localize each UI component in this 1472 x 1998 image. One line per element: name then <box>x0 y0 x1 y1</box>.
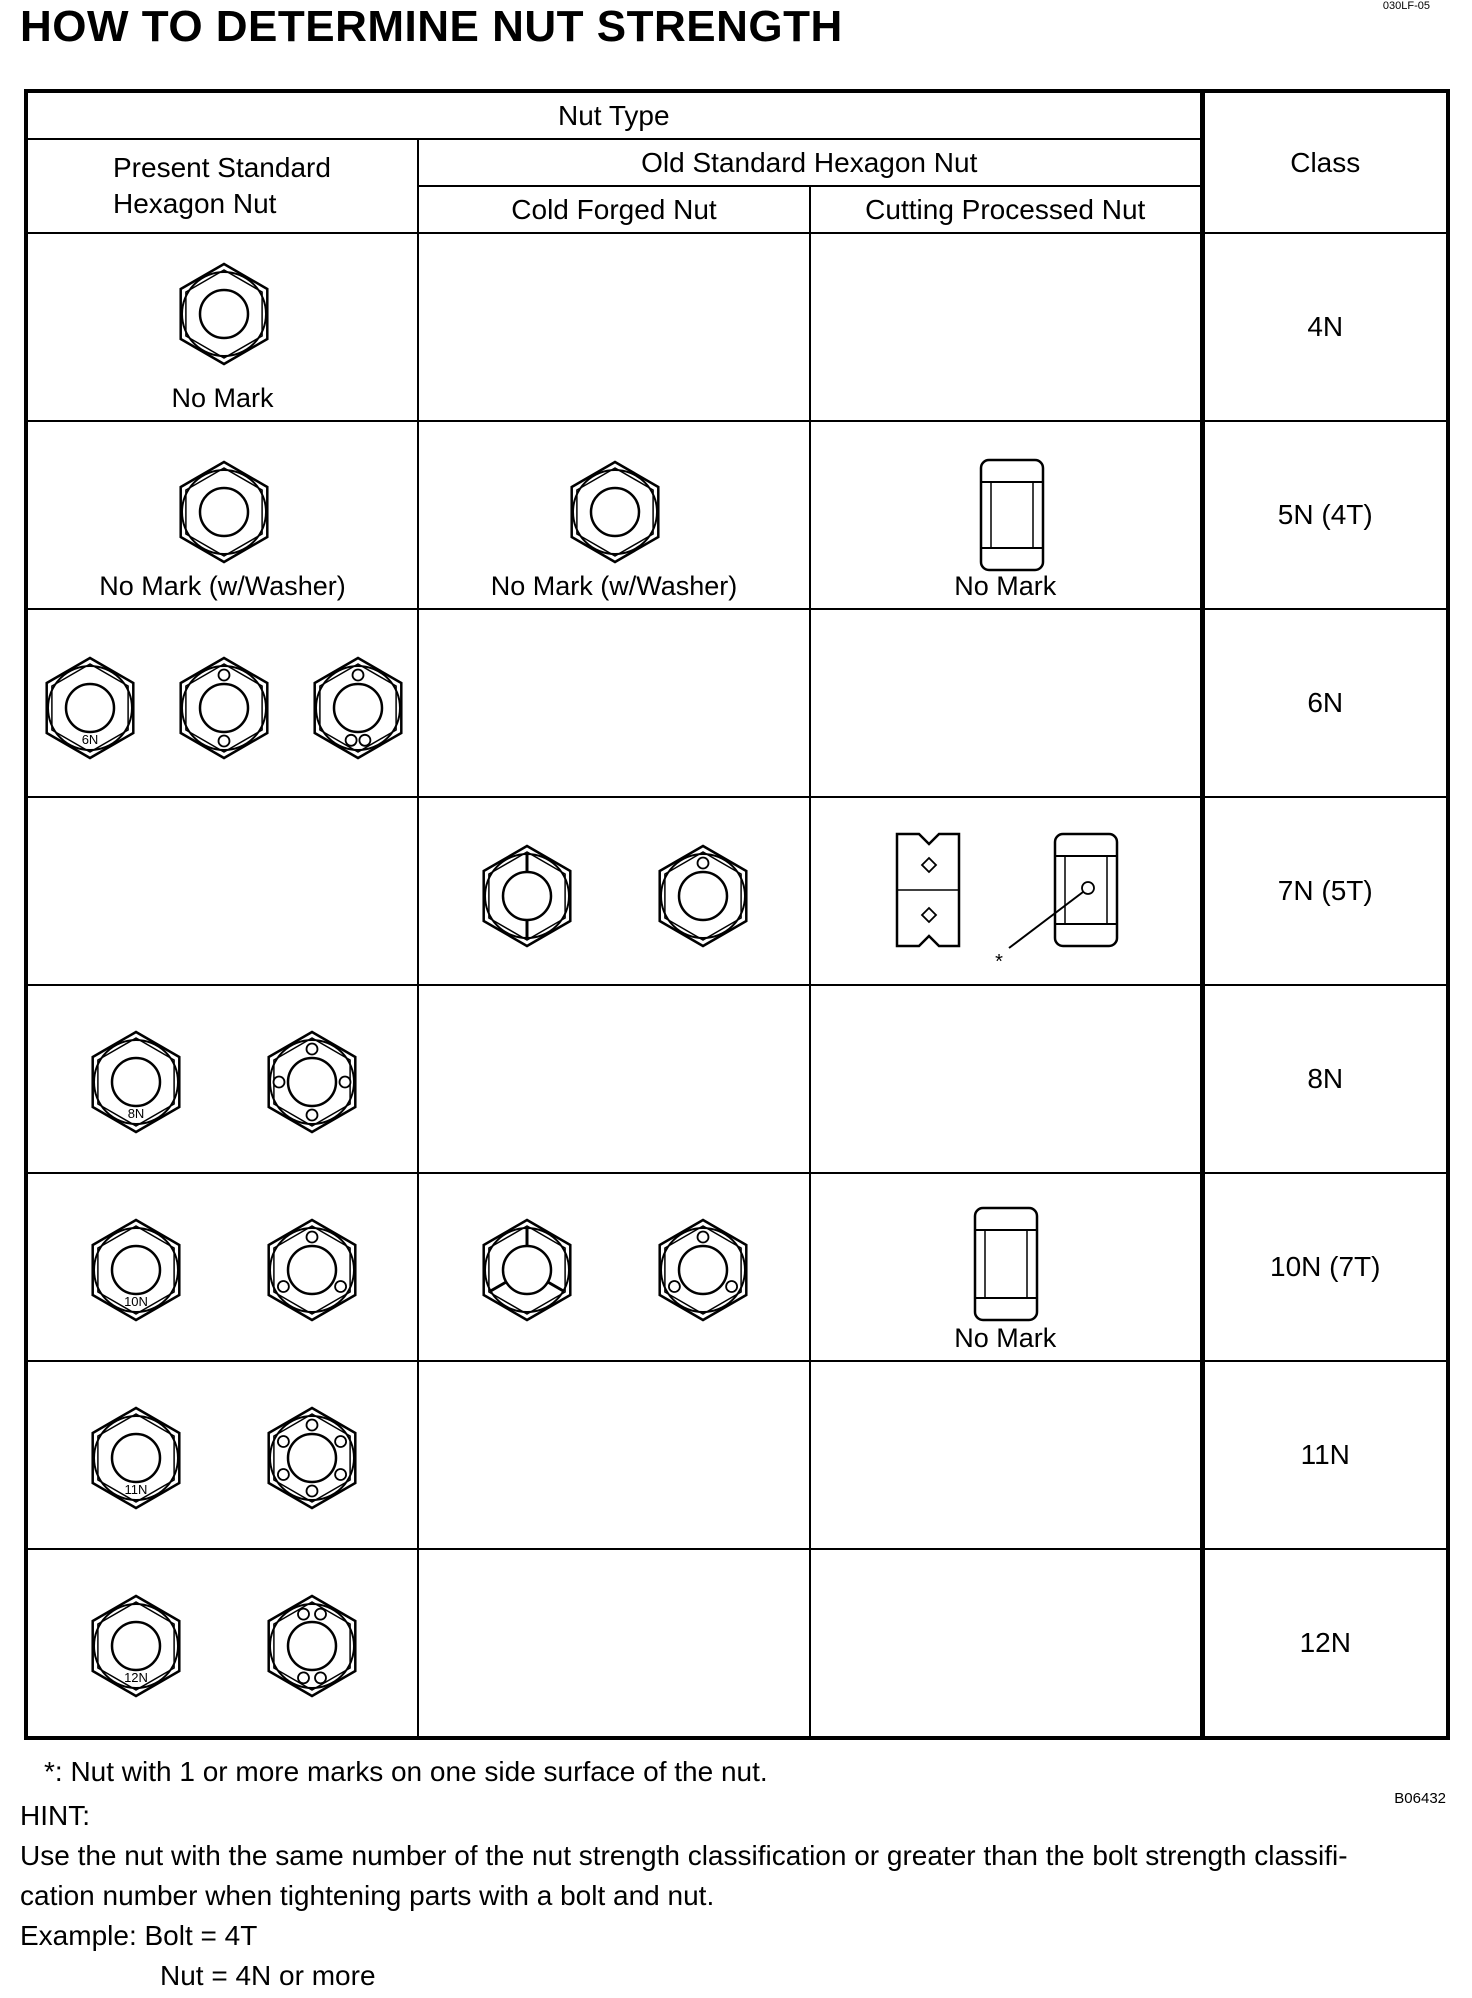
asterisk-mark: * <box>995 951 1003 973</box>
header-present-line1: Present Standard <box>113 152 331 183</box>
hex-nut-icon <box>93 1032 180 1132</box>
table-row <box>26 1173 1448 1361</box>
table-row <box>26 421 1448 609</box>
hex-nut-icon <box>93 1408 180 1508</box>
hex-nut-icon <box>181 462 268 562</box>
nut-dot-mark <box>278 1469 289 1480</box>
nut-caption: No Mark (w/Washer) <box>99 571 346 601</box>
header-nut-type: Nut Type <box>26 91 1202 139</box>
nut-caption: No Mark <box>954 571 1057 601</box>
cold-forged-cell <box>418 1361 810 1549</box>
table-row <box>26 1361 1448 1549</box>
nut-stamp-label: 11N <box>124 1482 148 1497</box>
nut-dot-mark <box>346 735 357 746</box>
table-row <box>26 985 1448 1173</box>
hex-nut-icon <box>484 846 571 946</box>
hint-line1: Use the nut with the same number of the nut strength classification or greater than the bolt strength classifi- <box>20 1840 1348 1871</box>
hint-example2: Nut = 4N or more <box>160 1960 376 1991</box>
page-title: HOW TO DETERMINE NUT STRENGTH <box>20 2 843 51</box>
hint-label: HINT: <box>20 1800 90 1831</box>
cold-forged-cell <box>418 1173 810 1361</box>
nut-dot-mark <box>726 1281 737 1292</box>
hex-nut-icon <box>315 658 402 758</box>
cold-forged-cell <box>418 421 810 609</box>
nut-dot-mark <box>315 1609 326 1620</box>
hint-line2: cation number when tightening parts with a bolt and nut. <box>20 1880 715 1911</box>
nut-dot-mark <box>698 1232 709 1243</box>
diamond-mark <box>922 908 936 922</box>
present-cell <box>26 1173 418 1361</box>
hex-nut-icon <box>660 846 747 946</box>
nut-dot-mark <box>307 1110 318 1121</box>
cutting-processed-cell <box>810 1173 1202 1361</box>
nut-dot-mark <box>298 1609 309 1620</box>
nut-dot-mark <box>335 1469 346 1480</box>
class-cell: 4N <box>1202 233 1448 421</box>
hint-example1: Example: Bolt = 4T <box>20 1920 258 1951</box>
side-view-nut-icon <box>981 460 1043 570</box>
header-present-standard <box>26 139 418 233</box>
cold-forged-cell <box>418 985 810 1173</box>
cutting-processed-cell <box>810 1549 1202 1738</box>
present-cell <box>26 985 418 1173</box>
nut-dot-mark <box>335 1436 346 1447</box>
nut-dot-mark <box>307 1044 318 1055</box>
cold-forged-cell <box>418 797 810 985</box>
nut-groove-mark <box>548 1282 564 1291</box>
header-present-line2: Hexagon Nut <box>113 188 277 219</box>
cold-forged-cell <box>418 233 810 421</box>
nut-dot-mark <box>307 1420 318 1431</box>
cutting-processed-cell <box>810 609 1202 797</box>
cutting-processed-cell <box>810 233 1202 421</box>
nut-dot-mark <box>278 1436 289 1447</box>
class-cell: 5N (4T) <box>1202 421 1448 609</box>
footnote: *: Nut with 1 or more marks on one side surface of the nut. <box>44 1756 768 1787</box>
class-cell: 12N <box>1202 1549 1448 1738</box>
nut-groove-mark <box>491 1282 507 1291</box>
class-cell: 11N <box>1202 1361 1448 1549</box>
diamond-mark <box>922 858 936 872</box>
cutting-processed-cell <box>810 421 1202 609</box>
hex-nut-icon <box>660 1220 747 1320</box>
nut-caption: No Mark <box>171 383 274 413</box>
hex-nut-icon <box>269 1032 356 1132</box>
nut-strength-table <box>24 89 1450 1740</box>
table-row <box>26 1549 1448 1738</box>
class-cell: 8N <box>1202 985 1448 1173</box>
nut-caption: No Mark (w/Washer) <box>490 571 738 601</box>
nut-dot-mark <box>219 670 230 681</box>
nut-dot-mark <box>298 1672 309 1683</box>
header-cutting-processed: Cutting Processed Nut <box>810 186 1202 233</box>
header-class: Class <box>1202 91 1448 233</box>
hex-nut-icon <box>269 1408 356 1508</box>
table-row <box>26 797 1448 985</box>
table-row <box>26 609 1448 797</box>
cutting-processed-cell <box>810 797 1202 985</box>
nut-dot-mark <box>278 1281 289 1292</box>
hex-nut-icon <box>572 462 659 562</box>
present-cell <box>26 1361 418 1549</box>
nut-dot-mark <box>359 735 370 746</box>
present-cell <box>26 421 418 609</box>
present-cell <box>26 1549 418 1738</box>
nut-dot-mark <box>340 1077 351 1088</box>
side-view-nut-icon <box>975 1208 1037 1320</box>
class-cell: 6N <box>1202 609 1448 797</box>
notched-side-nut-icon <box>897 834 959 946</box>
nut-dot-mark <box>274 1077 285 1088</box>
hex-nut-icon <box>181 658 268 758</box>
figure-code-top: 030LF-05 <box>1382 0 1430 12</box>
nut-dot-mark <box>698 858 709 869</box>
hex-nut-icon <box>269 1220 356 1320</box>
hex-nut-icon <box>181 264 268 364</box>
class-cell: 10N (7T) <box>1202 1173 1448 1361</box>
cutting-processed-cell <box>810 1361 1202 1549</box>
nut-stamp-label: 6N <box>81 732 99 747</box>
nut-stamp-label: 10N <box>124 1294 148 1309</box>
header-old-standard: Old Standard Hexagon Nut <box>418 139 1202 186</box>
nut-dot-mark <box>307 1486 318 1497</box>
nut-dot-mark <box>315 1672 326 1683</box>
nut-dot-mark <box>669 1281 680 1292</box>
nut-stamp-label: 8N <box>127 1106 145 1121</box>
figure-code-bottom: B06432 <box>1394 1790 1446 1807</box>
hint-block <box>20 1796 1460 1996</box>
nut-dot-mark <box>219 736 230 747</box>
table-row <box>26 233 1448 421</box>
nut-caption: No Mark <box>954 1323 1057 1353</box>
hex-nut-icon <box>484 1220 571 1320</box>
present-cell <box>26 233 418 421</box>
header-cold-forged: Cold Forged Nut <box>418 186 810 233</box>
hex-nut-icon <box>93 1596 180 1696</box>
nut-dot-mark <box>353 670 364 681</box>
nut-stamp-label: 12N <box>124 1670 148 1685</box>
present-cell <box>26 797 418 985</box>
cold-forged-cell <box>418 609 810 797</box>
hex-nut-icon <box>93 1220 180 1320</box>
class-cell: 7N (5T) <box>1202 797 1448 985</box>
nut-dot-mark <box>335 1281 346 1292</box>
cutting-processed-cell <box>810 985 1202 1173</box>
hex-nut-icon <box>47 658 134 758</box>
hex-nut-icon <box>269 1596 356 1696</box>
present-cell <box>26 609 418 797</box>
nut-dot-mark <box>307 1232 318 1243</box>
cold-forged-cell <box>418 1549 810 1738</box>
